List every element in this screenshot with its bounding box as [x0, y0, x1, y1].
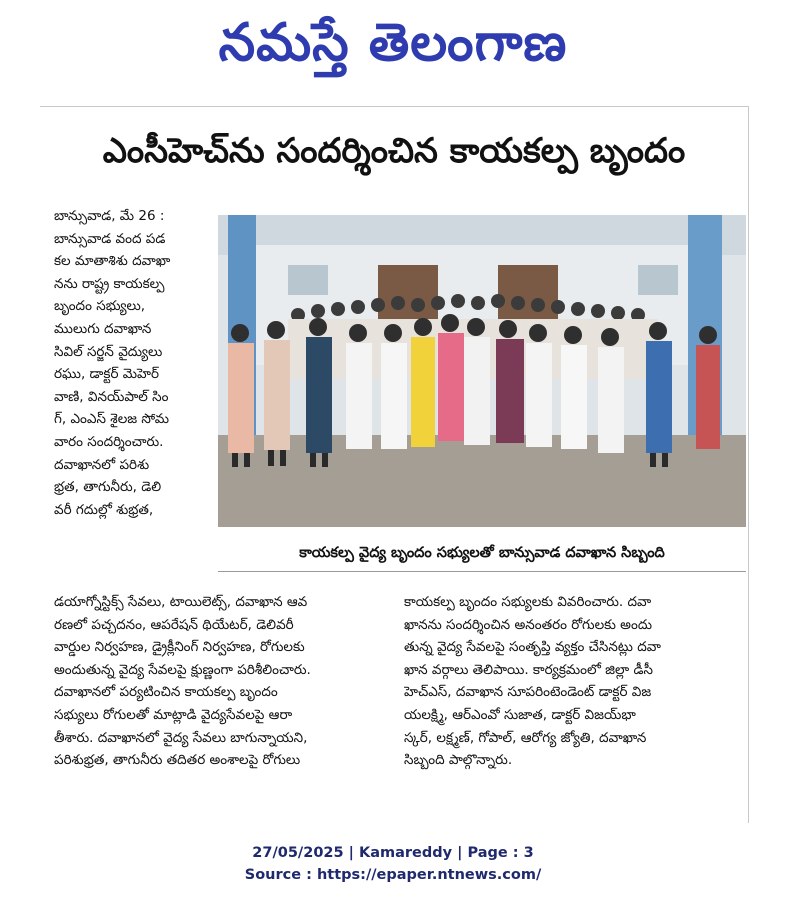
text-line: బాన్సువాడ, మే 26 : — [54, 208, 165, 224]
text-line: కల మాతాశిశు దవాఖా — [54, 253, 171, 270]
text-line: నను రాష్ట్ర కాయకల్ప — [54, 275, 165, 292]
text-line: రఘు, డాక్టర్ మెహెర్ — [54, 366, 159, 383]
text-line: ఖానను సందర్శించిన అనంతరం రోగులకు అందు — [404, 616, 653, 633]
text-line: తీశారు. దవాఖానలో వైద్య సేవలు బాగున్నాయని, — [54, 729, 308, 746]
text-line: పరిశుభ్రత, తాగునీరు తదితర అంశాలపై రోగులు — [54, 752, 301, 769]
news-clipping — [40, 106, 749, 823]
photo-caption: కాయకల్ప వైద్య బృందం సభ్యులతో బాన్సువాడ దవాఖాన సిబ్బంది — [218, 535, 746, 572]
text-line: బృందం సభ్యులు, — [54, 298, 146, 315]
masthead-logo: నమస్తే తెలంగాణ — [218, 13, 568, 73]
text-line: యలక్ష్మి, ఆర్ఎంవో సుజాత, డాక్టర్ విజయ్‌భా — [404, 706, 636, 723]
footer-source-link[interactable]: Source : https://epaper.ntnews.com/ — [244, 867, 542, 883]
text-line: కాయకల్ప బృందం సభ్యులకు వివరించారు. దవా — [404, 594, 652, 610]
text-line: సభ్యులు రోగులతో మాట్లాడి వైద్యసేవలపై ఆరా — [54, 706, 293, 723]
group-photo — [218, 215, 746, 527]
text-line: సిబ్బంది పాల్గొన్నారు. — [404, 752, 513, 769]
text-line: భ్రత, తాగునీరు, డెలి — [54, 479, 162, 496]
footer-date-edition: 27/05/2025 | Kamareddy | Page : 3 — [252, 845, 534, 861]
text-line: వరీ గదుల్లో శుభ్రత, — [54, 501, 154, 518]
text-line: సివిల్ సర్జన్ వైద్యులు — [54, 343, 163, 360]
text-line: గ్, ఎంఎస్ శైలజ సోమ — [54, 411, 170, 428]
text-line: దవాఖానలో పర్యటించిన కాయకల్ప బృందం — [54, 684, 278, 701]
text-line: వాణి, వినయ్‌పాల్ సిం — [54, 388, 169, 405]
text-line: బాన్సువాడ వంద పడ — [54, 230, 166, 247]
text-line: తున్న వైద్య సేవలపై సంతృప్తి వ్యక్తం చేసినట్లు దవా — [404, 639, 661, 656]
text-line: హెచ్ఎస్, దవాఖాన సూపరింటెండెంట్ డాక్టర్ విజ — [404, 684, 652, 701]
text-line: స్కర్, లక్ష్మణ్, గోపాల్, ఆరోగ్య జ్యోతి, దవాఖాన — [404, 729, 647, 746]
text-line: వార్డుల నిర్వహణ, డ్రైక్లీనింగ్ నిర్వహణ, రోగులకు — [54, 639, 305, 656]
article-bottom-left-column — [54, 591, 402, 772]
text-line: అందుతున్న వైద్య సేవలపై క్షుణ్ణంగా పరిశీలించారు. — [54, 661, 311, 678]
article-headline: ఎంసీహెచ్‌ను సందర్శించిన కాయకల్ప బృందం — [102, 131, 686, 171]
article-left-column — [54, 205, 226, 521]
text-line: రణలో పచ్చదనం, ఆపరేషన్ థియేటర్, డెలివరీ — [54, 616, 294, 633]
page-footer — [0, 842, 786, 886]
text-line: ములుగు దవాఖాన — [54, 320, 152, 337]
text-line: డయాగ్నోస్టిక్స్ సేవలు, టాయిలెట్స్, దవాఖాన ఆవ — [54, 594, 308, 610]
text-line: దవాఖానలో పరిశు — [54, 456, 150, 473]
article-bottom-right-column — [404, 591, 742, 772]
text-line: వారం సందర్శించారు. — [54, 433, 164, 450]
text-line: ఖాన వర్గాలు తెలిపాయి. కార్యక్రమంలో జిల్లా డీసీ — [404, 661, 653, 678]
